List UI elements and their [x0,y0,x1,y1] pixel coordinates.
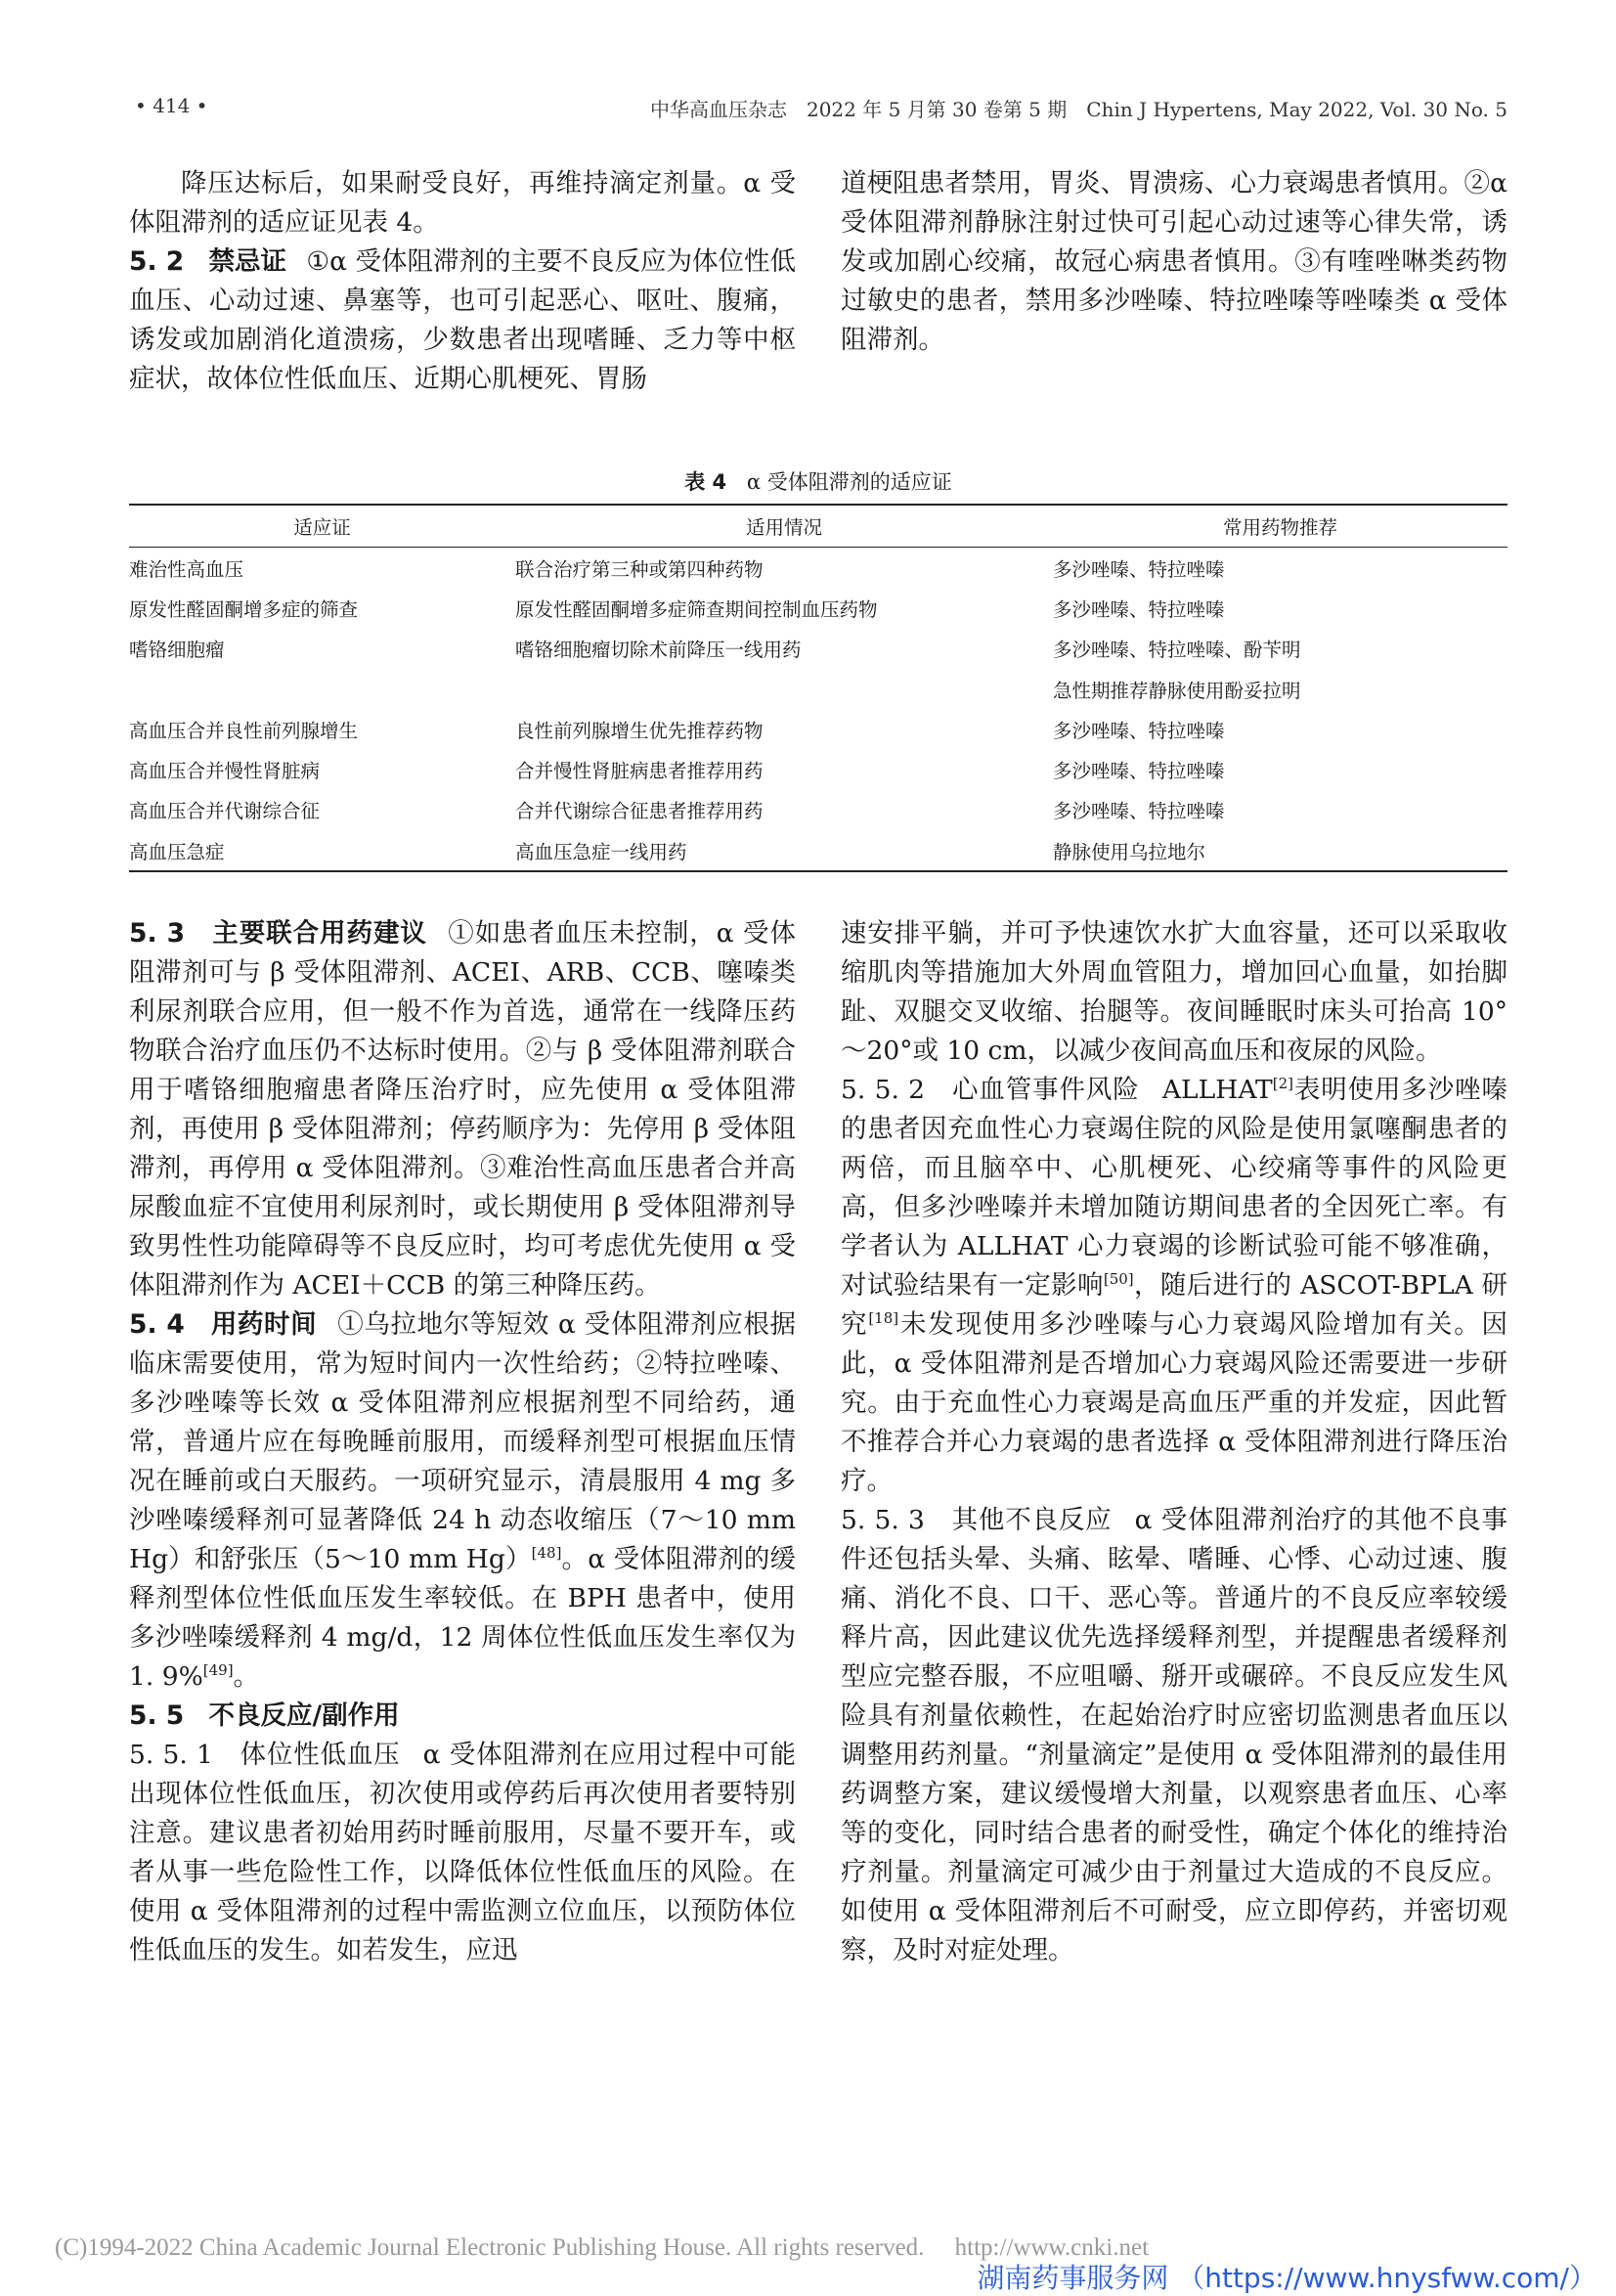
table-cell: 多沙唑嗪、特拉唑嗪、酚苄明 [1053,639,1301,662]
table-row [129,790,1507,830]
table-cell: 多沙唑嗪、特拉唑嗪 [1053,760,1225,783]
subsection-number: 5. 5. 2 [841,1075,926,1105]
table-label: 表 4 [684,470,727,494]
table-cell: 高血压合并慢性肾脏病 [129,760,321,783]
running-header [129,94,1507,129]
paragraph-indication-intro: 降压达标后，如果耐受良好，再维持滴定剂量。α 受体阻滞剂的适应证见表 4。 [129,168,796,238]
table-cell: 联合治疗第三种或第四种药物 [515,557,764,581]
citation: [48] [531,1544,562,1563]
table-row [129,669,1507,709]
section-text: ①如患者血压未控制，α 受体阻滞剂可与 β 受体阻滞剂、ACEI、ARB、CCB、噻嗪类利尿剂联合应用，但一般不作为首选，通常在一线降压药物联合治疗血压仍不达标时使用。②与 β 受体阻滞剂联合用于嗜铬细胞瘤患者降压治疗时，应先使用 α 受体阻滞剂，再使用 β 受体阻滞剂；停药顺序为：先停用 β 受体阻滞剂，再停用 α 受体阻滞剂。③难治性高血压患者合并高尿酸血症不宜使用利尿剂时，或长期使用 β 受体阻滞剂导致男性性功能障碍等不良反应时，均可考虑优先使用 α 受体阻滞剂作为 ACEI＋CCB 的第三种降压药。 [129,918,796,1301]
table-header-row [129,505,1507,548]
table-row [129,629,1507,669]
table-row [129,749,1507,789]
bottom-right-column [841,914,1507,1970]
copyright-notice: (C)1994-2022 China Academic Journal Electronic Publishing House. All rights reserved. http://www.cnki.net [55,2234,1150,2261]
table-row [129,548,1507,589]
section-text: ①乌拉地尔等短效 α 受体阻滞剂应根据临床需要使用，常为短时间内一次性给药；②特拉唑嗪、多沙唑嗪等长效 α 受体阻滞剂应根据剂型不同给药，通常，普通片应在每晚睡前服用，而缓释剂型可根据血压情况在睡前或白天服药。一项研究显示，清晨服用 4 mg 多沙唑嗪缓释剂可显著降低 24 h 动态收缩压（7～10 mm Hg）和舒张压（5～10 mm Hg） [129,1309,796,1574]
citation: [50] [1103,1270,1134,1289]
subsection-title: 其他不良反应 [951,1505,1113,1535]
top-left-column [129,164,796,399]
table-cell: 多沙唑嗪、特拉唑嗪 [1053,719,1225,742]
subsection-number: 5. 5. 1 [129,1740,213,1770]
table-cell: 合并代谢综合征患者推荐用药 [515,800,764,823]
table-row [129,830,1507,871]
citation: [2] [1272,1075,1293,1093]
section-5-5 [129,1697,796,1736]
table-cell: 高血压急症一线用药 [515,830,1053,871]
section-text: α 受体阻滞剂在应用过程中可能出现体位性低血压，初次使用或停药后再次使用者要特别注意。建议患者初始用药时睡前服用，尽量不要开车，或者从事一些危险性工作，以降低体位性低血压的风险。在使用 α 受体阻滞剂的过程中需监测立位血压，以预防体位性低血压的发生。如若发生，应迅 [129,1740,796,1965]
section-number: 5. 2 [129,246,185,277]
table-title: α 受体阻滞剂的适应证 [746,470,952,494]
section-title: 禁忌证 [208,246,286,277]
section-title: 主要联合用药建议 [212,918,427,949]
table-cell: 高血压合并良性前列腺增生 [129,719,359,742]
section-title: 用药时间 [210,1309,318,1340]
table-row [129,709,1507,749]
watermark-link[interactable]: 湖南药事服务网 （https://www.hnysfww.com/） [977,2262,1596,2294]
citation: [49] [202,1661,234,1680]
section-title: 不良反应/副作用 [208,1700,400,1731]
table-cell: 多沙唑嗪、特拉唑嗪 [1053,800,1225,823]
subsection-number: 5. 5. 3 [841,1505,925,1535]
top-right-column [841,164,1507,360]
section-5-5-2 [841,1071,1507,1501]
table-cell: 静脉使用乌拉地尔 [1053,830,1507,871]
section-number: 5. 5 [129,1700,185,1731]
section-text: ①α 受体阻滞剂的主要不良反应为体位性低血压、心动过速、鼻塞等，也可引起恶心、呕吐、腹痛，诱发或加剧消化道溃疡，少数患者出现嗜睡、乏力等中枢症状，故体位性低血压、近期心肌梗死、胃肠 [129,246,797,394]
table-cell: 高血压合并代谢综合征 [129,800,321,823]
table-cell: 原发性醛固酮增多症筛查期间控制血压药物 [515,597,878,621]
section-text: 表明使用多沙唑嗪的患者因充血性心力衰竭住院的风险是使用氯噻酮患者的两倍，而且脑卒中、心肌梗死、心绞痛等事件的风险更高，但多沙唑嗪并未增加随访期间患者的全因死亡率。有学者认为 ALLHAT 心力衰竭的诊断试验可能不够准确，对试验结果有一定影响 [841,1075,1507,1301]
table-header: 常用药物推荐 [1053,505,1507,548]
table-header: 适应证 [129,505,515,548]
table-cell: 嗜铬细胞瘤切除术前降压一线用药 [515,639,802,662]
table-cell: 合并慢性肾脏病患者推荐用药 [515,760,764,783]
table-cell: 良性前列腺增生优先推荐药物 [515,719,764,742]
section-5-3 [129,914,796,1305]
section-text: 未发现使用多沙唑嗪与心力衰竭风险增加有关。因此，α 受体阻滞剂是否增加心力衰竭风险还需要进一步研究。由于充血性心力衰竭是高血压严重的并发症，因此暂不推荐合并心力衰竭的患者选择 α 受体阻滞剂进行降压治疗。 [841,1309,1508,1496]
section-5-4 [129,1305,796,1697]
table-cell: 难治性高血压 [129,557,244,581]
table-row [129,588,1507,628]
section-number: 5. 3 [129,918,186,949]
indications-table [129,504,1507,872]
table-cell: 高血压急症 [129,830,515,871]
subsection-title: 体位性低血压 [240,1740,401,1770]
section-5-5-3 [841,1501,1507,1970]
section-text: 。α 受体阻滞剂的缓释剂型体位性低血压发生率较低。在 BPH 患者中，使用多沙唑嗪缓释剂 4 mg/d，12 周体位性低血压发生率仅为 1. 9% [129,1544,796,1692]
bottom-left-column [129,914,796,1970]
section-5-5-1 [129,1736,796,1970]
section-text: ALLHAT [1161,1075,1273,1105]
paragraph-hypotension-cont: 速安排平躺，并可予快速饮水扩大血容量，还可以采取收缩肌肉等措施加大外周血管阻力，增加回心血量，如抬脚趾、双腿交叉收缩、抬腿等。夜间睡眠时床头可抬高 10°～20°或 10 cm，以减少夜间高血压和夜尿的风险。 [841,918,1507,1066]
table-cell: 多沙唑嗪、特拉唑嗪 [1053,597,1225,621]
page-number: • 414 • [135,94,208,117]
subsection-title: 心血管事件风险 [951,1075,1140,1105]
table-cell: 嗜铬细胞瘤 [129,639,225,662]
table-header: 适用情况 [515,505,1053,548]
table-cell: 原发性醛固酮增多症的筛查 [129,597,359,621]
paragraph-contraindication-cont: 道梗阻患者禁用，胃炎、胃溃疡、心力衰竭患者慎用。②α 受体阻滞剂静脉注射过快可引起心动过速等心律失常，诱发或加剧心绞痛，故冠心病患者慎用。③有喹唑啉类药物过敏史的患者，禁用多沙唑嗪、特拉唑嗪等唑嗪类 α 受体阻滞剂。 [841,168,1507,355]
section-text: α 受体阻滞剂治疗的其他不良事件还包括头晕、头痛、眩晕、嗜睡、心悸、心动过速、腹痛、消化不良、口干、恶心等。普通片的不良反应率较缓释片高，因此建议优先选择缓释剂型，并提醒患者缓释剂型应完整吞服，不应咀嚼、掰开或碾碎。不良反应发生风险具有剂量依赖性，在起始治疗时应密切监测患者血压以调整用药剂量。“剂量滴定”是使用 α 受体阻滞剂的最佳用药调整方案，建议缓慢增大剂量，以观察患者血压、心率等的变化，同时结合患者的耐受性，确定个体化的维持治疗剂量。剂量滴定可减少由于剂量过大造成的不良反应。如使用 α 受体阻滞剂后不可耐受，应立即停药，并密切观察，及时对症处理。 [841,1505,1507,1965]
table-cell [515,669,1053,709]
section-number: 5. 4 [129,1309,185,1340]
table-cell: 多沙唑嗪、特拉唑嗪 [1053,557,1225,581]
section-text: ，随后进行的 ASCOT-BPLA 研究 [841,1270,1507,1340]
section-text: 。 [233,1661,260,1692]
table-cell: 急性期推荐静脉使用酚妥拉明 [1053,679,1301,702]
section-5-2 [129,243,796,399]
citation: [18] [868,1309,899,1328]
table-caption [129,466,1507,496]
table-cell [129,669,515,709]
journal-info: 中华高血压杂志 2022 年 5 月第 30 卷第 5 期 Chin J Hypertens, May 2022, Vol. 30 No. 5 [649,98,1507,121]
